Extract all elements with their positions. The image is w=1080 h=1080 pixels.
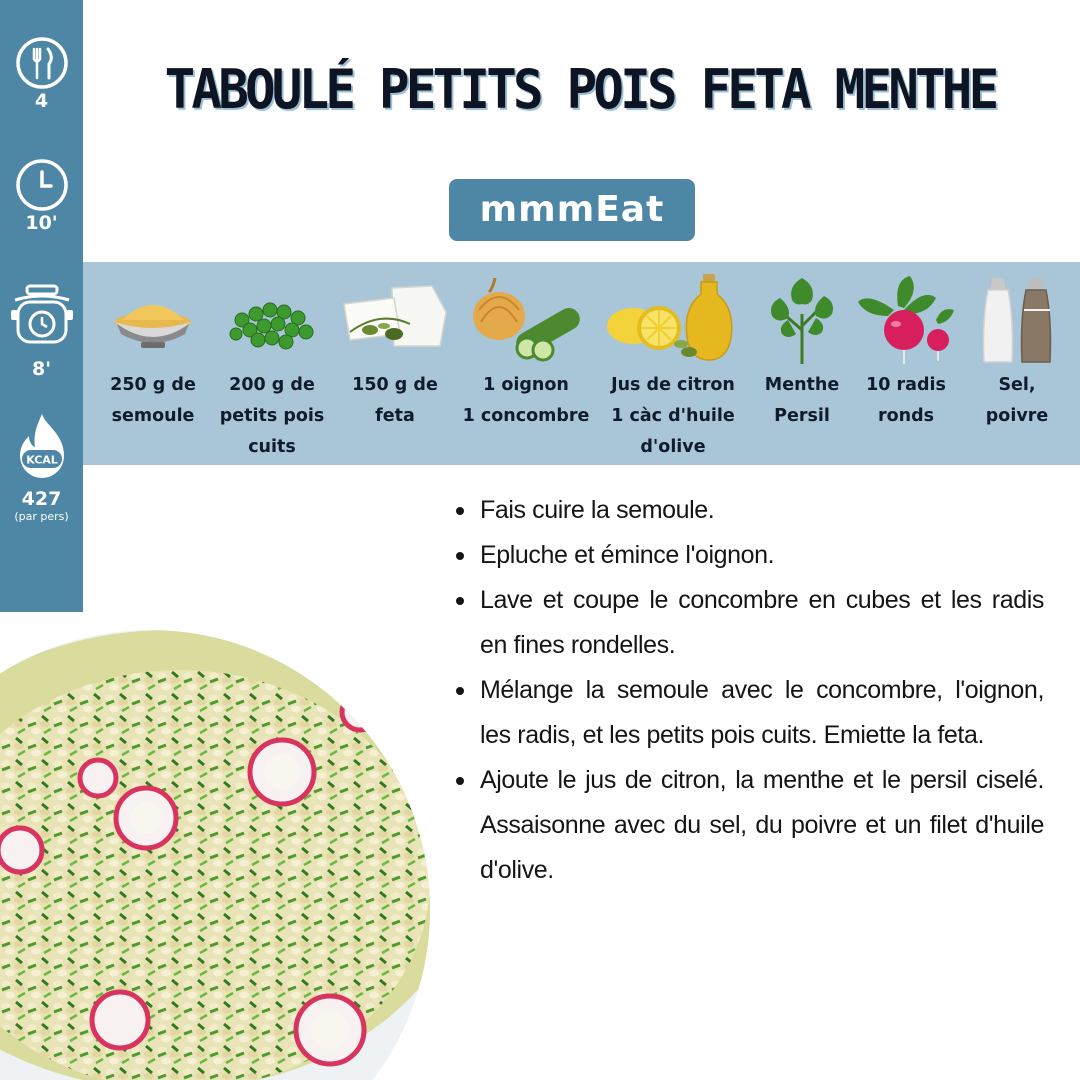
ingredient-label: 150 g de feta [352, 375, 438, 426]
lemon-olive-oil-icon [603, 270, 743, 366]
step-item: Fais cuire la semoule. [454, 488, 1044, 533]
prep-time-value: 10' [25, 212, 58, 234]
onion-cucumber-icon [461, 270, 591, 362]
radish-icon [854, 270, 958, 366]
cook-time-info [0, 282, 83, 380]
ingredient-radish [853, 262, 959, 465]
ingredients-band [83, 262, 1080, 465]
ingredient-label: 10 radis ronds [866, 375, 946, 426]
ingredient-salt-pepper [961, 262, 1073, 465]
servings-value: 4 [34, 90, 49, 112]
ingredient-onion-cucumber [457, 262, 595, 465]
cooking-pot-icon [9, 282, 75, 350]
recipe-steps [454, 488, 1044, 893]
ingredient-label: Menthe Persil [764, 375, 840, 426]
ingredient-peas [211, 262, 333, 465]
brand-logo: mmmEat [449, 179, 695, 241]
recipe-title: TABOULÉ PETITS POIS FETA MENTHE [164, 58, 996, 121]
ingredient-semolina [97, 262, 209, 465]
recipe-info-sidebar [0, 0, 83, 612]
ingredient-herbs [753, 262, 851, 465]
step-item: Mélange la semoule avec le concombre, l'oignon, les radis, et les petits pois cuits. Emiette la feta. [454, 668, 1044, 758]
ingredient-feta [335, 262, 455, 465]
kcal-icon-text: KCAL [25, 453, 58, 467]
calories-value: 427 [21, 488, 62, 510]
semolina-bowl-icon [108, 270, 198, 360]
tabbouleh-photo [0, 560, 440, 1080]
ingredient-label: 200 g de petits pois cuits [219, 375, 325, 457]
salt-pepper-icon [972, 270, 1062, 366]
kcal-flame-icon [10, 412, 74, 486]
calories-note: (par pers) [14, 510, 69, 523]
servings-info [0, 36, 83, 112]
prep-time-info [0, 158, 83, 234]
calories-info [0, 412, 83, 524]
peas-icon [222, 270, 322, 360]
ingredient-lemon-oil [597, 262, 749, 465]
step-item: Lave et coupe le concombre en cubes et les radis en fines rondelles. [454, 578, 1044, 668]
cook-time-value: 8' [31, 358, 52, 380]
ingredient-label: 1 oignon 1 concombre [462, 375, 590, 426]
ingredient-label: Jus de citron 1 càc d'huile d'olive [611, 375, 735, 457]
ingredient-label: Sel, poivre [985, 375, 1049, 426]
clock-icon [15, 158, 69, 212]
fork-knife-icon [15, 36, 69, 90]
step-item: Ajoute le jus de citron, la menthe et le persil ciselé. Assaisonne avec du sel, du poivre et un filet d'huile d'olive. [454, 758, 1044, 893]
feta-olives-icon [340, 270, 450, 360]
step-item: Epluche et émince l'oignon. [454, 533, 1044, 578]
ingredient-label: 250 g de semoule [110, 375, 196, 426]
herbs-icon [762, 270, 842, 366]
